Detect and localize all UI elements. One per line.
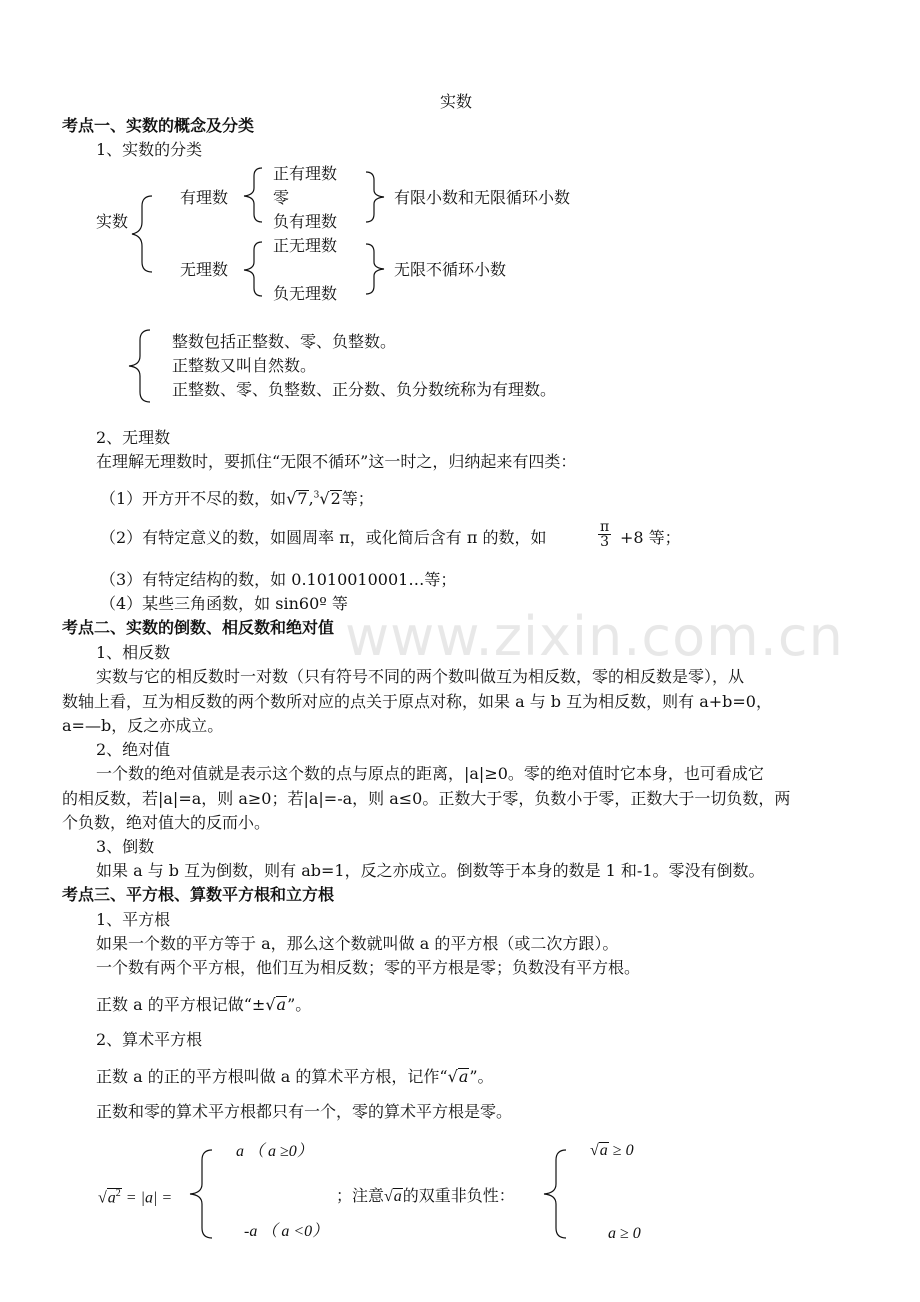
- sqrt-a4-radicand: a: [599, 1142, 608, 1159]
- case1-cond: （ a ≥0）: [248, 1143, 313, 1160]
- sqrt-a-2: √a: [447, 1067, 469, 1086]
- l4-end: ”。: [469, 1067, 494, 1086]
- nonneg-1-rel: ≥ 0: [612, 1142, 634, 1159]
- sec1-sub1: 1、实数的分类: [96, 140, 203, 159]
- note-0: 整数包括正整数、零、负整数。: [172, 332, 397, 351]
- item1-text: （1）开方开不尽的数，如: [100, 489, 287, 508]
- l3-end: ”。: [287, 995, 312, 1014]
- item2-end: +8 等；: [620, 528, 681, 547]
- watermark: www.zixin.com.cn: [345, 605, 844, 668]
- rational-item-1: 零: [273, 188, 290, 207]
- sqrt-7: √7: [286, 489, 308, 508]
- sec3-sub1: 1、平方根: [96, 910, 171, 929]
- sec2-sub3: 3、倒数: [96, 837, 155, 856]
- irrational-type-1: （1）开方开不尽的数，如√7,$^3$√2等；: [100, 489, 374, 508]
- case-2: -a （ a <0）: [244, 1223, 329, 1240]
- rational-item-2: 负有理数: [273, 212, 338, 231]
- cbrt-2: $^3$√2: [313, 489, 341, 508]
- tree-rational: 有理数: [180, 188, 229, 207]
- item1-end: 等；: [341, 489, 374, 508]
- sec3-line3: [96, 996, 311, 1013]
- sec2-sub2: 2、绝对值: [96, 740, 171, 759]
- sqrt-a-squared: $√a^2$: [98, 1188, 121, 1207]
- page-title: 实数: [440, 92, 473, 111]
- irrational-type-2: [100, 530, 546, 546]
- sqrt-a3-radicand: a: [393, 1188, 402, 1205]
- sec1-sub2: 2、无理数: [96, 428, 171, 447]
- sec2-p1-line1: 数轴上看，互为相反数的两个数所对应的点关于原点对称，如果 a 与 b 互为相反数，则有 a+b=0，: [62, 692, 772, 711]
- irrational-type-4: （4）某些三角函数，如 sin60º 等: [100, 594, 348, 613]
- frac-denominator: 3: [600, 534, 610, 550]
- item2-text: （2）有特定意义的数，如圆周率 π，或化简后含有 π 的数，如: [100, 528, 547, 547]
- nonneg-2: a ≥ 0: [608, 1225, 641, 1242]
- section-2-heading: 考点二、实数的倒数、相反数和绝对值: [62, 618, 335, 637]
- formula-lhs: [98, 1188, 172, 1206]
- sec3-line2: 一个数有两个平方根，他们互为相反数；零的平方根是零；负数没有平方根。: [96, 958, 641, 977]
- nonneg-1: [590, 1142, 634, 1159]
- sec2-sub1: 1、相反数: [96, 643, 171, 662]
- rational-brace: [240, 166, 264, 224]
- sec2-p2-line0: 一个数的绝对值就是表示这个数的点与原点的距离，|a|≥0。零的绝对值时它本身，也可看成它: [96, 764, 764, 783]
- sec2-p1-line0: 实数与它的相反数时一对数（只有符号不同的两个数叫做互为相反数，零的相反数是零），从: [96, 667, 745, 686]
- sqrt-a-radicand: a: [276, 995, 287, 1014]
- irrational-item-1: 负无理数: [273, 284, 338, 303]
- rational-item-0: 正有理数: [273, 164, 338, 183]
- irrational-type-3: （3）有特定结构的数，如 0.1010010001…等；: [100, 570, 457, 589]
- notes-brace: [126, 328, 154, 404]
- sec3-sub2: 2、算术平方根: [96, 1030, 203, 1049]
- note-text: ；注意: [336, 1186, 385, 1205]
- sec2-p2-line2: 个负数，绝对值大的反而小。: [62, 813, 271, 832]
- section-1-heading: 考点一、实数的概念及分类: [62, 116, 255, 135]
- sec2-p2-line1: 的相反数，若|a|=a，则 a≥0；若|a|=-a，则 a≤0。正数大于零，负数小于零，正数大于一切负数，两: [62, 789, 791, 808]
- lhs-eq: = |a| =: [125, 1189, 173, 1207]
- case1-var: a: [236, 1143, 244, 1160]
- sec2-p3: 如果 a 与 b 互为倒数，则有 ab=1，反之亦成立。倒数等于本身的数是 1 和-1。零没有倒数。: [96, 861, 765, 880]
- section-3-heading: 考点三、平方根、算数平方根和立方根: [62, 885, 335, 904]
- sec1-intro: 在理解无理数时，要抓住“无限不循环”这一时之，归纳起来有四类：: [96, 452, 577, 471]
- sec3-line4: [96, 1068, 494, 1085]
- sec2-p1-line2: a=—b，反之亦成立。: [62, 716, 224, 735]
- l3-text: 正数 a 的平方根记做“±: [96, 995, 266, 1014]
- pi-over-3-fraction: [598, 520, 611, 549]
- sec3-line1: 如果一个数的平方等于 a，那么这个数就叫做 a 的平方根（或二次方跟）。: [96, 934, 619, 953]
- tree-root: 实数: [96, 212, 129, 231]
- sec3-line5: 正数和零的算术平方根都只有一个，零的算术平方根是零。: [96, 1102, 513, 1121]
- irrational-item-0: 正无理数: [273, 236, 338, 255]
- rational-note: 有限小数和无限循环小数: [394, 188, 571, 207]
- note-text2: 的双重非负性：: [402, 1186, 515, 1205]
- sqrt-7-radicand: 7: [297, 489, 308, 508]
- lhs-var: a: [107, 1189, 116, 1207]
- note-2: 正整数、零、负整数、正分数、负分数统称为有理数。: [172, 380, 557, 399]
- formula-note: [336, 1188, 515, 1205]
- cbrt-index: 3: [313, 490, 320, 501]
- root-brace: [130, 194, 154, 274]
- nonneg-brace: [540, 1148, 570, 1240]
- irrational-brace: [240, 240, 264, 298]
- irrational-note: 无限不循环小数: [394, 260, 507, 279]
- case-1: [236, 1144, 313, 1160]
- tree-irrational: 无理数: [180, 260, 229, 279]
- sqrt-a: √a: [265, 995, 287, 1014]
- sqrt-a-4: √a: [590, 1142, 608, 1159]
- frac-numerator: π: [600, 519, 610, 535]
- note-1: 正整数又叫自然数。: [172, 356, 317, 375]
- l4-text: 正数 a 的正的平方根叫做 a 的算术平方根，记作“: [96, 1067, 448, 1086]
- cbrt-2-radicand: 2: [330, 489, 341, 508]
- irrational-close-brace: [364, 242, 388, 296]
- sqrt-a-3: √a: [384, 1188, 402, 1205]
- formula-brace: [186, 1148, 216, 1240]
- sqrt-a2-radicand: a: [458, 1067, 469, 1086]
- rational-close-brace: [364, 170, 388, 224]
